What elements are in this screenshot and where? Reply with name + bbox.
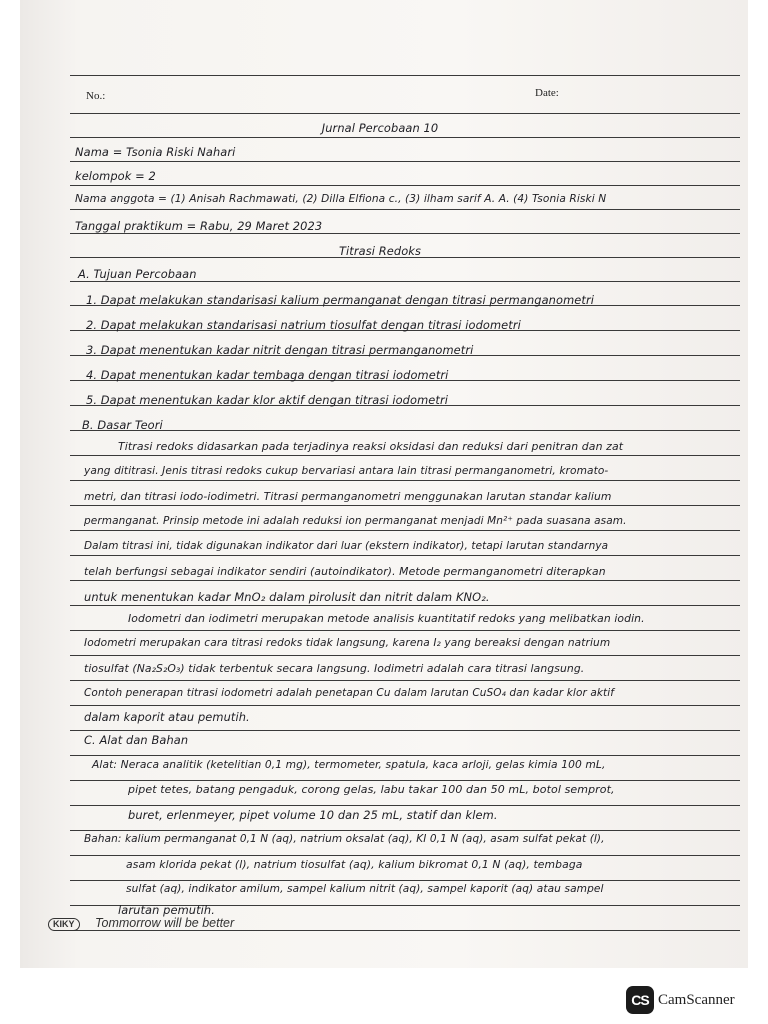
ruled-line (70, 880, 740, 881)
ruled-line (70, 480, 740, 481)
list-item: 5. Dapat menentukan kadar klor aktif dengan titrasi iodometri (86, 393, 448, 407)
ruled-line (70, 680, 740, 681)
section-a-heading: A. Tujuan Percobaan (78, 267, 197, 281)
paragraph-line: Contoh penerapan titrasi iodometri adalah penetapan Cu dalam larutan CuSO₄ dan kadar klor aktif (84, 687, 615, 699)
paragraph-line: metri, dan titrasi iodo-iodimetri. Titrasi permanganometri menggunakan larutan standar kalium (84, 490, 612, 503)
list-item: 2. Dapat melakukan standarisasi natrium tiosulfat dengan titrasi iodometri (86, 318, 521, 332)
ruled-line (70, 113, 740, 114)
paragraph-line: untuk menentukan kadar MnO₂ dalam pirolusit dan nitrit dalam KNO₂. (84, 590, 490, 604)
ruled-line (70, 655, 740, 656)
section-c-heading: C. Alat dan Bahan (84, 733, 189, 747)
nama-line: Nama = Tsonia Riski Nahari (75, 145, 236, 159)
ruled-line (70, 137, 740, 138)
paragraph-line: Iodometri dan iodimetri merupakan metode analisis kuantitatif redoks yang melibatkan iodin. (128, 612, 645, 625)
ruled-line (70, 705, 740, 706)
ruled-line (70, 830, 740, 831)
alat-line: buret, erlenmeyer, pipet volume 10 dan 25 mL, statif dan klem. (128, 808, 498, 822)
paragraph-line: dalam kaporit atau pemutih. (84, 710, 250, 724)
ruled-line (70, 580, 740, 581)
list-item: 1. Dapat melakukan standarisasi kalium permanganat dengan titrasi permanganometri (86, 293, 594, 307)
ruled-line (70, 630, 740, 631)
kelompok-line: kelompok = 2 (75, 169, 156, 183)
ruled-line (70, 233, 740, 234)
brand-badge: KIKY (48, 918, 80, 931)
paragraph-line: telah berfungsi sebagai indikator sendiri (autoindikator). Metode permanganometri diterapkan (84, 565, 606, 578)
ruled-line (70, 455, 740, 456)
ruled-line (70, 730, 740, 731)
alat-line: pipet tetes, batang pengaduk, corong gelas, labu takar 100 dan 50 mL, botol semprot, (128, 783, 615, 796)
anggota-line: Nama anggota = (1) Anisah Rachmawati, (2) Dilla Elfiona c., (3) ilham sarif A. A. (4) Tsonia Riski N (75, 193, 607, 205)
ruled-line (70, 605, 740, 606)
list-item: 4. Dapat menentukan kadar tembaga dengan titrasi iodometri (86, 368, 449, 382)
ruled-line (70, 930, 740, 931)
list-item: 3. Dapat menentukan kadar nitrit dengan titrasi permanganometri (86, 343, 474, 357)
ruled-line (70, 75, 740, 76)
paragraph-line: Iodometri merupakan cara titrasi redoks tidak langsung, karena I₂ yang bereaksi dengan natrium (84, 637, 611, 649)
ruled-line (70, 855, 740, 856)
camscanner-watermark (626, 986, 735, 1014)
subtitle: Titrasi Redoks (338, 244, 422, 258)
paragraph-line: Dalam titrasi ini, tidak digunakan indikator dari luar (ekstern indikator), tetapi larutan standarnya (84, 540, 609, 552)
journal-title: Jurnal Percobaan 10 (321, 121, 439, 135)
ruled-line (70, 161, 740, 162)
ruled-line (70, 505, 740, 506)
paragraph-line: Titrasi redoks didasarkan pada terjadinya reaksi oksidasi dan reduksi dari penitran dan zat (118, 440, 624, 453)
ruled-line (70, 805, 740, 806)
camscanner-logo-icon: CS (626, 986, 654, 1014)
ruled-line (70, 530, 740, 531)
alat-line: Alat: Neraca analitik (ketelitian 0,1 mg), termometer, spatula, kaca arloji, gelas kimia 100 mL, (92, 758, 606, 771)
bahan-line: Bahan: kalium permanganat 0,1 N (aq), natrium oksalat (aq), KI 0,1 N (aq), asam sulfat pekat (l), (84, 833, 605, 845)
ruled-line (70, 185, 740, 186)
tanggal-line: Tanggal praktikum = Rabu, 29 Maret 2023 (75, 219, 323, 233)
ruled-line (70, 755, 740, 756)
paragraph-line: yang dititrasi. Jenis titrasi redoks cukup bervariasi antara lain titrasi permanganometri, kromato- (84, 465, 609, 477)
section-b-heading: B. Dasar Teori (82, 418, 163, 432)
bahan-line: larutan pemutih. (118, 903, 215, 917)
ruled-line (70, 281, 740, 282)
camscanner-text: CamScanner (658, 991, 735, 1008)
paragraph-line: permanganat. Prinsip metode ini adalah reduksi ion permanganat menjadi Mn²⁺ pada suasana asam. (84, 515, 627, 527)
bahan-line: asam klorida pekat (l), natrium tiosulfat (aq), kalium bikromat 0,1 N (aq), tembaga (126, 858, 583, 871)
ruled-line (70, 555, 740, 556)
bahan-line: sulfat (aq), indikator amilum, sampel kalium nitrit (aq), sampel kaporit (aq) atau sampel (126, 883, 604, 895)
date-label: Date: (535, 87, 559, 99)
ruled-line (70, 209, 740, 210)
no-label: No.: (86, 90, 106, 102)
ruled-line (70, 780, 740, 781)
footer-slogan: Tommorrow will be better (95, 916, 235, 930)
paragraph-line: tiosulfat (Na₂S₂O₃) tidak terbentuk secara langsung. Iodimetri adalah cara titrasi langsung. (84, 662, 585, 675)
